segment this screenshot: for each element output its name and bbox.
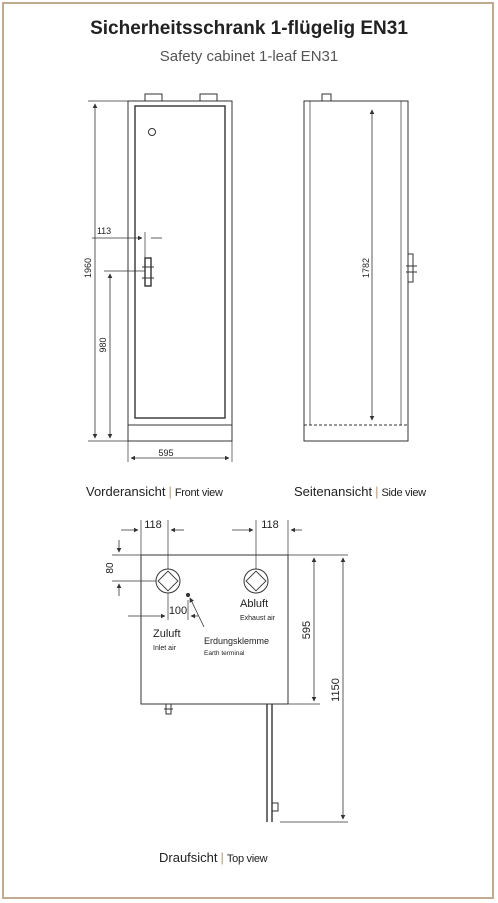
exhaust-pipe [244,569,268,593]
front-view-caption [86,484,223,499]
dim-label-inlet-offset: 118 [144,519,162,531]
side-vent [322,94,331,101]
dim-label-inner-height: 1782 [361,257,371,279]
exhaust-label-en: Exhaust air [240,615,276,622]
exhaust-label: Abluft [240,598,269,610]
front-view-label-de: Vorderansicht [86,484,166,499]
dim-label-width: 595 [158,448,174,458]
front-door-lock [149,129,156,136]
top-view-label-en: Top view [226,853,268,865]
front-view-separator: | [168,484,172,499]
dim-label-depth-open: 1150 [330,678,342,702]
front-view-drawing [88,94,232,462]
dim-label-handle-height: 980 [98,337,108,353]
dim-label-depth: 595 [301,620,313,640]
earth-terminal-dot [186,593,189,596]
inlet-label-en: Inlet air [153,645,176,652]
inlet-label: Zuluft [153,628,181,640]
inlet-pipe [156,569,180,593]
front-view-label-en: Front view [174,487,223,499]
top-view-label-de: Draufsicht [159,850,218,865]
earth-terminal-label-en: Earth terminal [204,650,245,657]
side-view-label-de: Seitenansicht [294,484,373,499]
side-view-separator: | [375,484,379,499]
dim-label-exhaust-offset: 118 [261,519,279,531]
side-view-label-en: Side view [381,487,426,499]
diagram-title: Sicherheitsschrank 1-flügelig EN31 [90,18,408,39]
front-door-handle [145,258,151,286]
side-door-handle [408,254,413,282]
dim-label-depth-offset: 80 [105,562,116,574]
dim-label-pipe-spacing: 100 [168,605,188,617]
side-view-caption [294,484,426,499]
side-cabinet-body [304,101,408,441]
top-view-caption [159,850,267,865]
top-view-drawing [112,520,348,822]
dim-label-handle-offset: 113 [96,226,112,236]
top-view-separator: | [220,850,224,865]
front-vent-right [200,94,217,101]
diagram-subtitle: Safety cabinet 1-leaf EN31 [159,48,339,65]
earth-terminal-label: Erdungsklemme [204,636,270,646]
front-vent-left [145,94,162,101]
dim-label-height: 1960 [83,257,93,279]
